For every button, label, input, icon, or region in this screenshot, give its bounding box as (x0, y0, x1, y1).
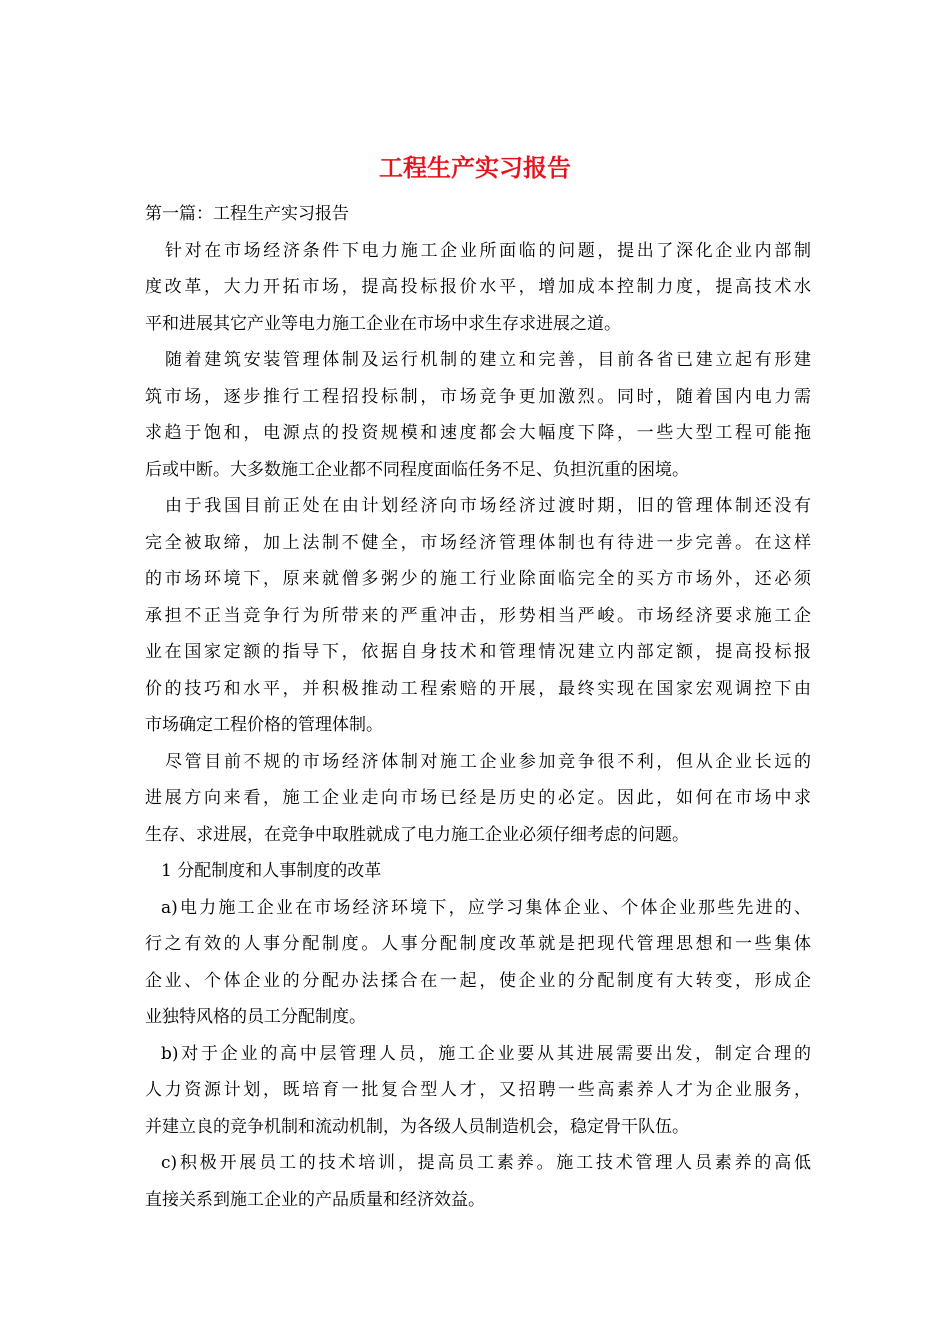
text-line: 人力资源计划，既培育一批复合型人才，又招聘一些高素养人才为企业服务， (145, 1080, 811, 1100)
text-line: 平和进展其它产业等电力施工企业在市场中求生存求进展之道。 (145, 313, 621, 334)
text-line: 筑市场，逐步推行工程招投标制，市场竞争更加激烈。同时，随着国内电力需 (145, 386, 811, 407)
text-line: 承担不正当竞争行为所带来的严重冲击，形势相当严峻。市场经济要求施工企 (145, 605, 811, 626)
text-line: 行之有效的人事分配制度。人事分配制度改革就是把现代管理思想和一些集体 (145, 934, 811, 954)
text-line: 第一篇：工程生产实习报告 (145, 204, 349, 224)
text-line: 度改革，大力开拓市场，提高投标报价水平，增加成本控制力度，提高技术水 (145, 277, 811, 297)
text-line: 价的技巧和水平，并积极推动工程索赔的开展，最终实现在国家宏观调控下由 (145, 678, 811, 699)
text-line: 针对在市场经济条件下电力施工企业所面临的问题，提出了深化企业内部制 (165, 240, 811, 261)
text-line: 市场确定工程价格的管理体制。 (145, 715, 383, 735)
text-line: 进展方向来看，施工企业走向市场已经是历史的必定。因此，如何在市场中求 (145, 788, 811, 808)
text-line: b)对于企业的高中层管理人员，施工企业要从其进展需要出发，制定合理的 (161, 1043, 811, 1064)
document-body (145, 196, 811, 1218)
text-line: 的市场环境下，原来就僧多粥少的施工行业除面临完全的买方市场外，还必须 (145, 569, 811, 589)
text-line: 由于我国目前正处在由计划经济向市场经济过渡时期，旧的管理体制还没有 (165, 496, 811, 516)
text-line: 企业、个体企业的分配办法揉合在一起，使企业的分配制度有大转变，形成企 (145, 970, 811, 991)
text-line: 随着建筑安装管理体制及运行机制的建立和完善，目前各省已建立起有形建 (165, 350, 811, 370)
text-line: 业独特风格的员工分配制度。 (145, 1007, 366, 1027)
text-line: 生存、求进展，在竞争中取胜就成了电力施工企业必须仔细考虑的问题。 (145, 824, 689, 845)
text-line: a)电力施工企业在市场经济环境下，应学习集体企业、个体企业那些先进的、 (161, 897, 811, 918)
text-line: 并建立良的竞争机制和流动机制，为各级人员制造机会，稳定骨干队伍。 (145, 1116, 689, 1137)
text-line: 完全被取缔，加上法制不健全，市场经济管理体制也有待进一步完善。在这样 (145, 532, 811, 553)
text-line: 后或中断。大多数施工企业都不同程度面临任务不足、负担沉重的困境。 (145, 459, 689, 480)
text-line: 直接关系到施工企业的产品质量和经济效益。 (145, 1189, 485, 1210)
text-line: 求趋于饱和，电源点的投资规模和速度都会大幅度下降，一些大型工程可能拖 (145, 423, 811, 443)
text-line: 业在国家定额的指导下，依据自身技术和管理情况建立内部定额，提高投标报 (145, 642, 811, 662)
text-line: 尽管目前不规的市场经济体制对施工企业参加竞争很不利，但从企业长远的 (165, 751, 811, 772)
text-line: c)积极开展员工的技术培训，提高员工素养。施工技术管理人员素养的高低 (161, 1153, 811, 1173)
document-title: 工程生产实习报告 (379, 153, 571, 182)
text-line: 1 分配制度和人事制度的改革 (161, 861, 382, 881)
